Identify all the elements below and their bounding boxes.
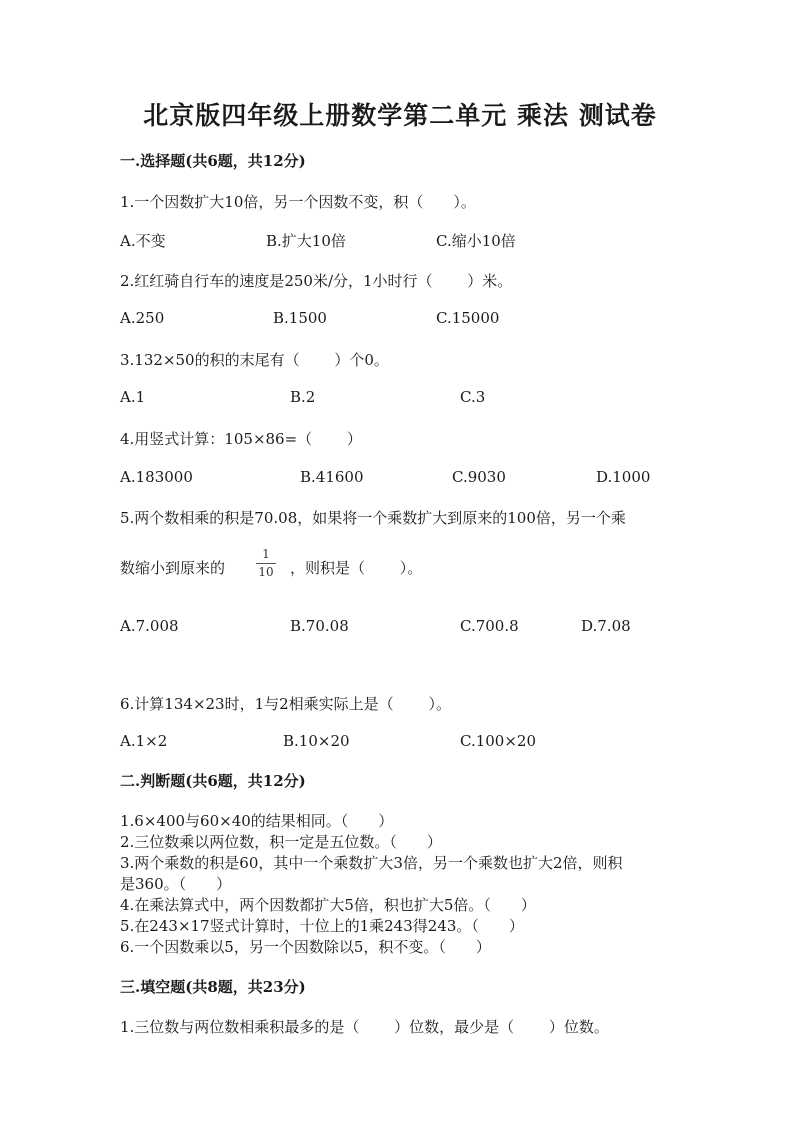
tf-item-2: 2.三位数乘以两位数，积一定是五位数。（ ） xyxy=(120,833,442,851)
option-3c: C.3 xyxy=(460,388,486,406)
tf-item-3-cont: 是360。（ ） xyxy=(120,875,232,893)
option-4c: C.9030 xyxy=(452,468,506,486)
question-5-line2b: ，则积是（ ）。 xyxy=(290,559,423,577)
question-4: 4.用竖式计算：105×86=（ ） xyxy=(120,430,362,448)
fraction-one-tenth xyxy=(255,548,277,579)
section-heading-judgement: 二.判断题(共6题，共12分) xyxy=(120,772,306,790)
tf-item-6: 6.一个因数乘以5，另一个因数除以5，积不变。（ ） xyxy=(120,938,491,956)
question-5-line2a: 数缩小到原来的 xyxy=(120,559,226,577)
question-3: 3.132×50的积的末尾有（ ）个0。 xyxy=(120,351,389,369)
option-5d: D.7.08 xyxy=(581,617,631,635)
option-5a: A.7.008 xyxy=(120,617,179,635)
fill-item-1: 1.三位数与两位数相乘积最多的是（ ）位数，最少是（ ）位数。 xyxy=(120,1018,609,1036)
option-2b: B.1500 xyxy=(273,309,327,327)
option-4d: D.1000 xyxy=(596,468,651,486)
tf-item-1: 1.6×400与60×40的结果相同。（ ） xyxy=(120,812,394,830)
option-1b: B.扩大10倍 xyxy=(266,232,346,250)
question-6: 6.计算134×23时，1与2相乘实际上是（ ）。 xyxy=(120,695,451,713)
question-2: 2.红红骑自行车的速度是250米/分，1小时行（ ）米。 xyxy=(120,272,513,290)
fraction-numerator: 1 xyxy=(262,547,270,561)
option-6c: C.100×20 xyxy=(460,732,536,750)
option-4a: A.183000 xyxy=(120,468,193,486)
option-4b: B.41600 xyxy=(300,468,364,486)
page-title: 北京版四年级上册数学第二单元 乘法 测试卷 xyxy=(143,101,657,130)
option-5c: C.700.8 xyxy=(460,617,519,635)
section-heading-choice: 一.选择题(共6题，共12分) xyxy=(120,152,306,170)
option-6a: A.1×2 xyxy=(120,732,168,750)
option-3b: B.2 xyxy=(290,388,316,406)
tf-item-4: 4.在乘法算式中，两个因数都扩大5倍，积也扩大5倍。（ ） xyxy=(120,896,536,914)
tf-item-5: 5.在243×17竖式计算时，十位上的1乘243得243。（ ） xyxy=(120,917,524,935)
option-6b: B.10×20 xyxy=(283,732,350,750)
fraction-denominator: 10 xyxy=(258,565,274,579)
option-1a: A.不变 xyxy=(120,232,166,250)
section-heading-fill: 三.填空题(共8题，共23分) xyxy=(120,978,306,996)
tf-item-3: 3.两个乘数的积是60，其中一个乘数扩大3倍，另一个乘数也扩大2倍，则积 xyxy=(120,854,623,872)
question-1: 1.一个因数扩大10倍，另一个因数不变，积（ ）。 xyxy=(120,193,476,211)
option-2a: A.250 xyxy=(120,309,165,327)
option-5b: B.70.08 xyxy=(290,617,349,635)
option-3a: A.1 xyxy=(120,388,146,406)
option-2c: C.15000 xyxy=(436,309,500,327)
option-1c: C.缩小10倍 xyxy=(436,232,516,250)
question-5: 5.两个数相乘的积是70.08，如果将一个乘数扩大到原来的100倍，另一个乘 xyxy=(120,509,626,527)
